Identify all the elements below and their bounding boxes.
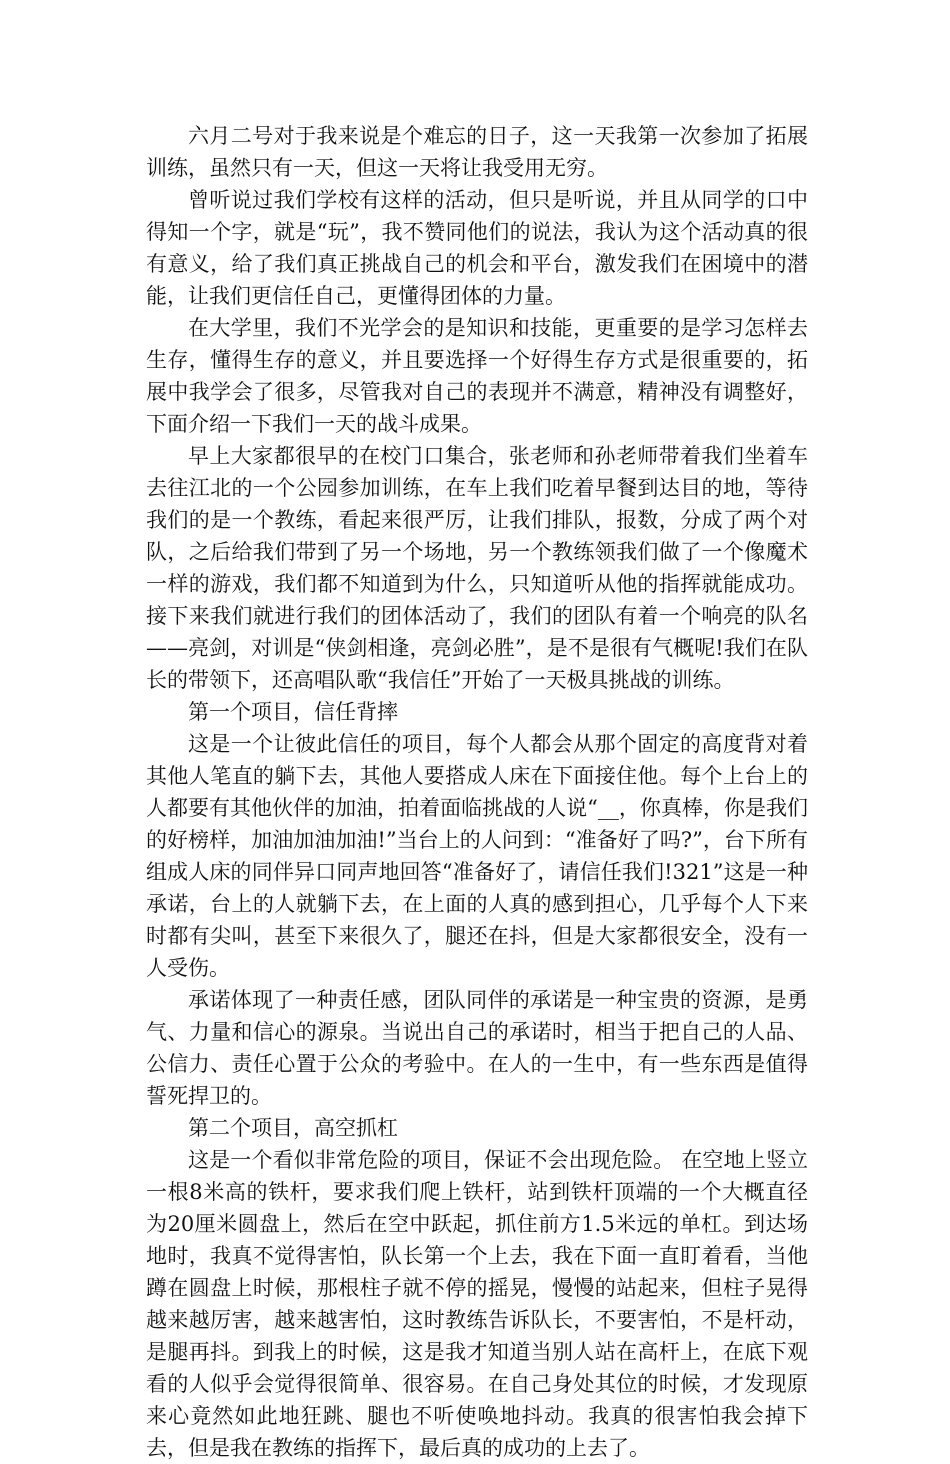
- paragraph: 六月二号对于我来说是个难忘的日子，这一天我第一次参加了拓展训练，虽然只有一天，但这一天将让我受用无穷。: [146, 124, 808, 180]
- document-body: [146, 120, 808, 1464]
- section-heading: 第一个项目，信任背摔: [188, 700, 398, 724]
- paragraph: 这是一个让彼此信任的项目，每个人都会从那个固定的高度背对着其他人笔直的躺下去，其他人要搭成人床在下面接住他。每个上台上的人都要有其他伙伴的加油，拍着面临挑战的人说“__，你真棒，你是我们的好榜样，加油加油加油!”当台上的人问到：“准备好了吗?”，台下所有组成人床的同伴异口同声地回答“准备好了，请信任我们!321”这是一种承诺，台上的人就躺下去，在上面的人真的感到担心，几乎每个人下来时都有尖叫，甚至下来很久了，腿还在抖，但是大家都很安全，没有一人受伤。: [146, 732, 808, 980]
- paragraph: 早上大家都很早的在校门口集合，张老师和孙老师带着我们坐着车去往江北的一个公园参加训练，在车上我们吃着早餐到达目的地，等待我们的是一个教练，看起来很严厉，让我们排队，报数，分成了两个对队，之后给我们带到了另一个场地，另一个教练领我们做了一个像魔术一样的游戏，我们都不知道到为什么，只知道听从他的指挥就能成功。接下来我们就进行我们的团体活动了，我们的团队有着一个响亮的队名——亮剑，对训是“侠剑相逢，亮剑必胜”，是不是很有气概呢!我们在队长的带领下，还高唱队歌“我信任”开始了一天极具挑战的训练。: [146, 444, 808, 692]
- paragraph: 承诺体现了一种责任感，团队同伴的承诺是一种宝贵的资源，是勇气、力量和信心的源泉。当说出自己的承诺时，相当于把自己的人品、公信力、责任心置于公众的考验中。在人的一生中，有一些东西是值得誓死捍卫的。: [146, 988, 808, 1108]
- paragraph: 曾听说过我们学校有这样的活动，但只是听说，并且从同学的口中得知一个字，就是“玩”，我不赞同他们的说法，我认为这个活动真的很有意义，给了我们真正挑战自己的机会和平台，激发我们在困境中的潜能，让我们更信任自己，更懂得团体的力量。: [146, 188, 808, 308]
- paragraph: 这是一个看似非常危险的项目，保证不会出现危险。 在空地上竖立一根8米高的铁杆，要求我们爬上铁杆，站到铁杆顶端的一个大概直径为20厘米圆盘上，然后在空中跃起，抓住前方1.5米远的单杠。到达场地时，我真不觉得害怕，队长第一个上去，我在下面一直盯着看，当他蹲在圆盘上时候，那根柱子就不停的摇晃，慢慢的站起来，但柱子晃得越来越厉害，越来越害怕，这时教练告诉队长，不要害怕，不是杆动，是腿再抖。到我上的时候，这是我才知道当别人站在高杆上，在底下观看的人似乎会觉得很简单、很容易。在自己身处其位的时候，才发现原来心竟然如此地狂跳、腿也不听使唤地抖动。我真的很害怕我会掉下去，但是我在教练的指挥下，最后真的成功的上去了。: [146, 1148, 808, 1460]
- paragraph: 在大学里，我们不光学会的是知识和技能，更重要的是学习怎样去生存，懂得生存的意义，并且要选择一个好得生存方式是很重要的，拓展中我学会了很多，尽管我对自己的表现并不满意，精神没有调整好，下面介绍一下我们一天的战斗成果。: [146, 316, 808, 436]
- section-heading: 第二个项目，高空抓杠: [188, 1116, 398, 1140]
